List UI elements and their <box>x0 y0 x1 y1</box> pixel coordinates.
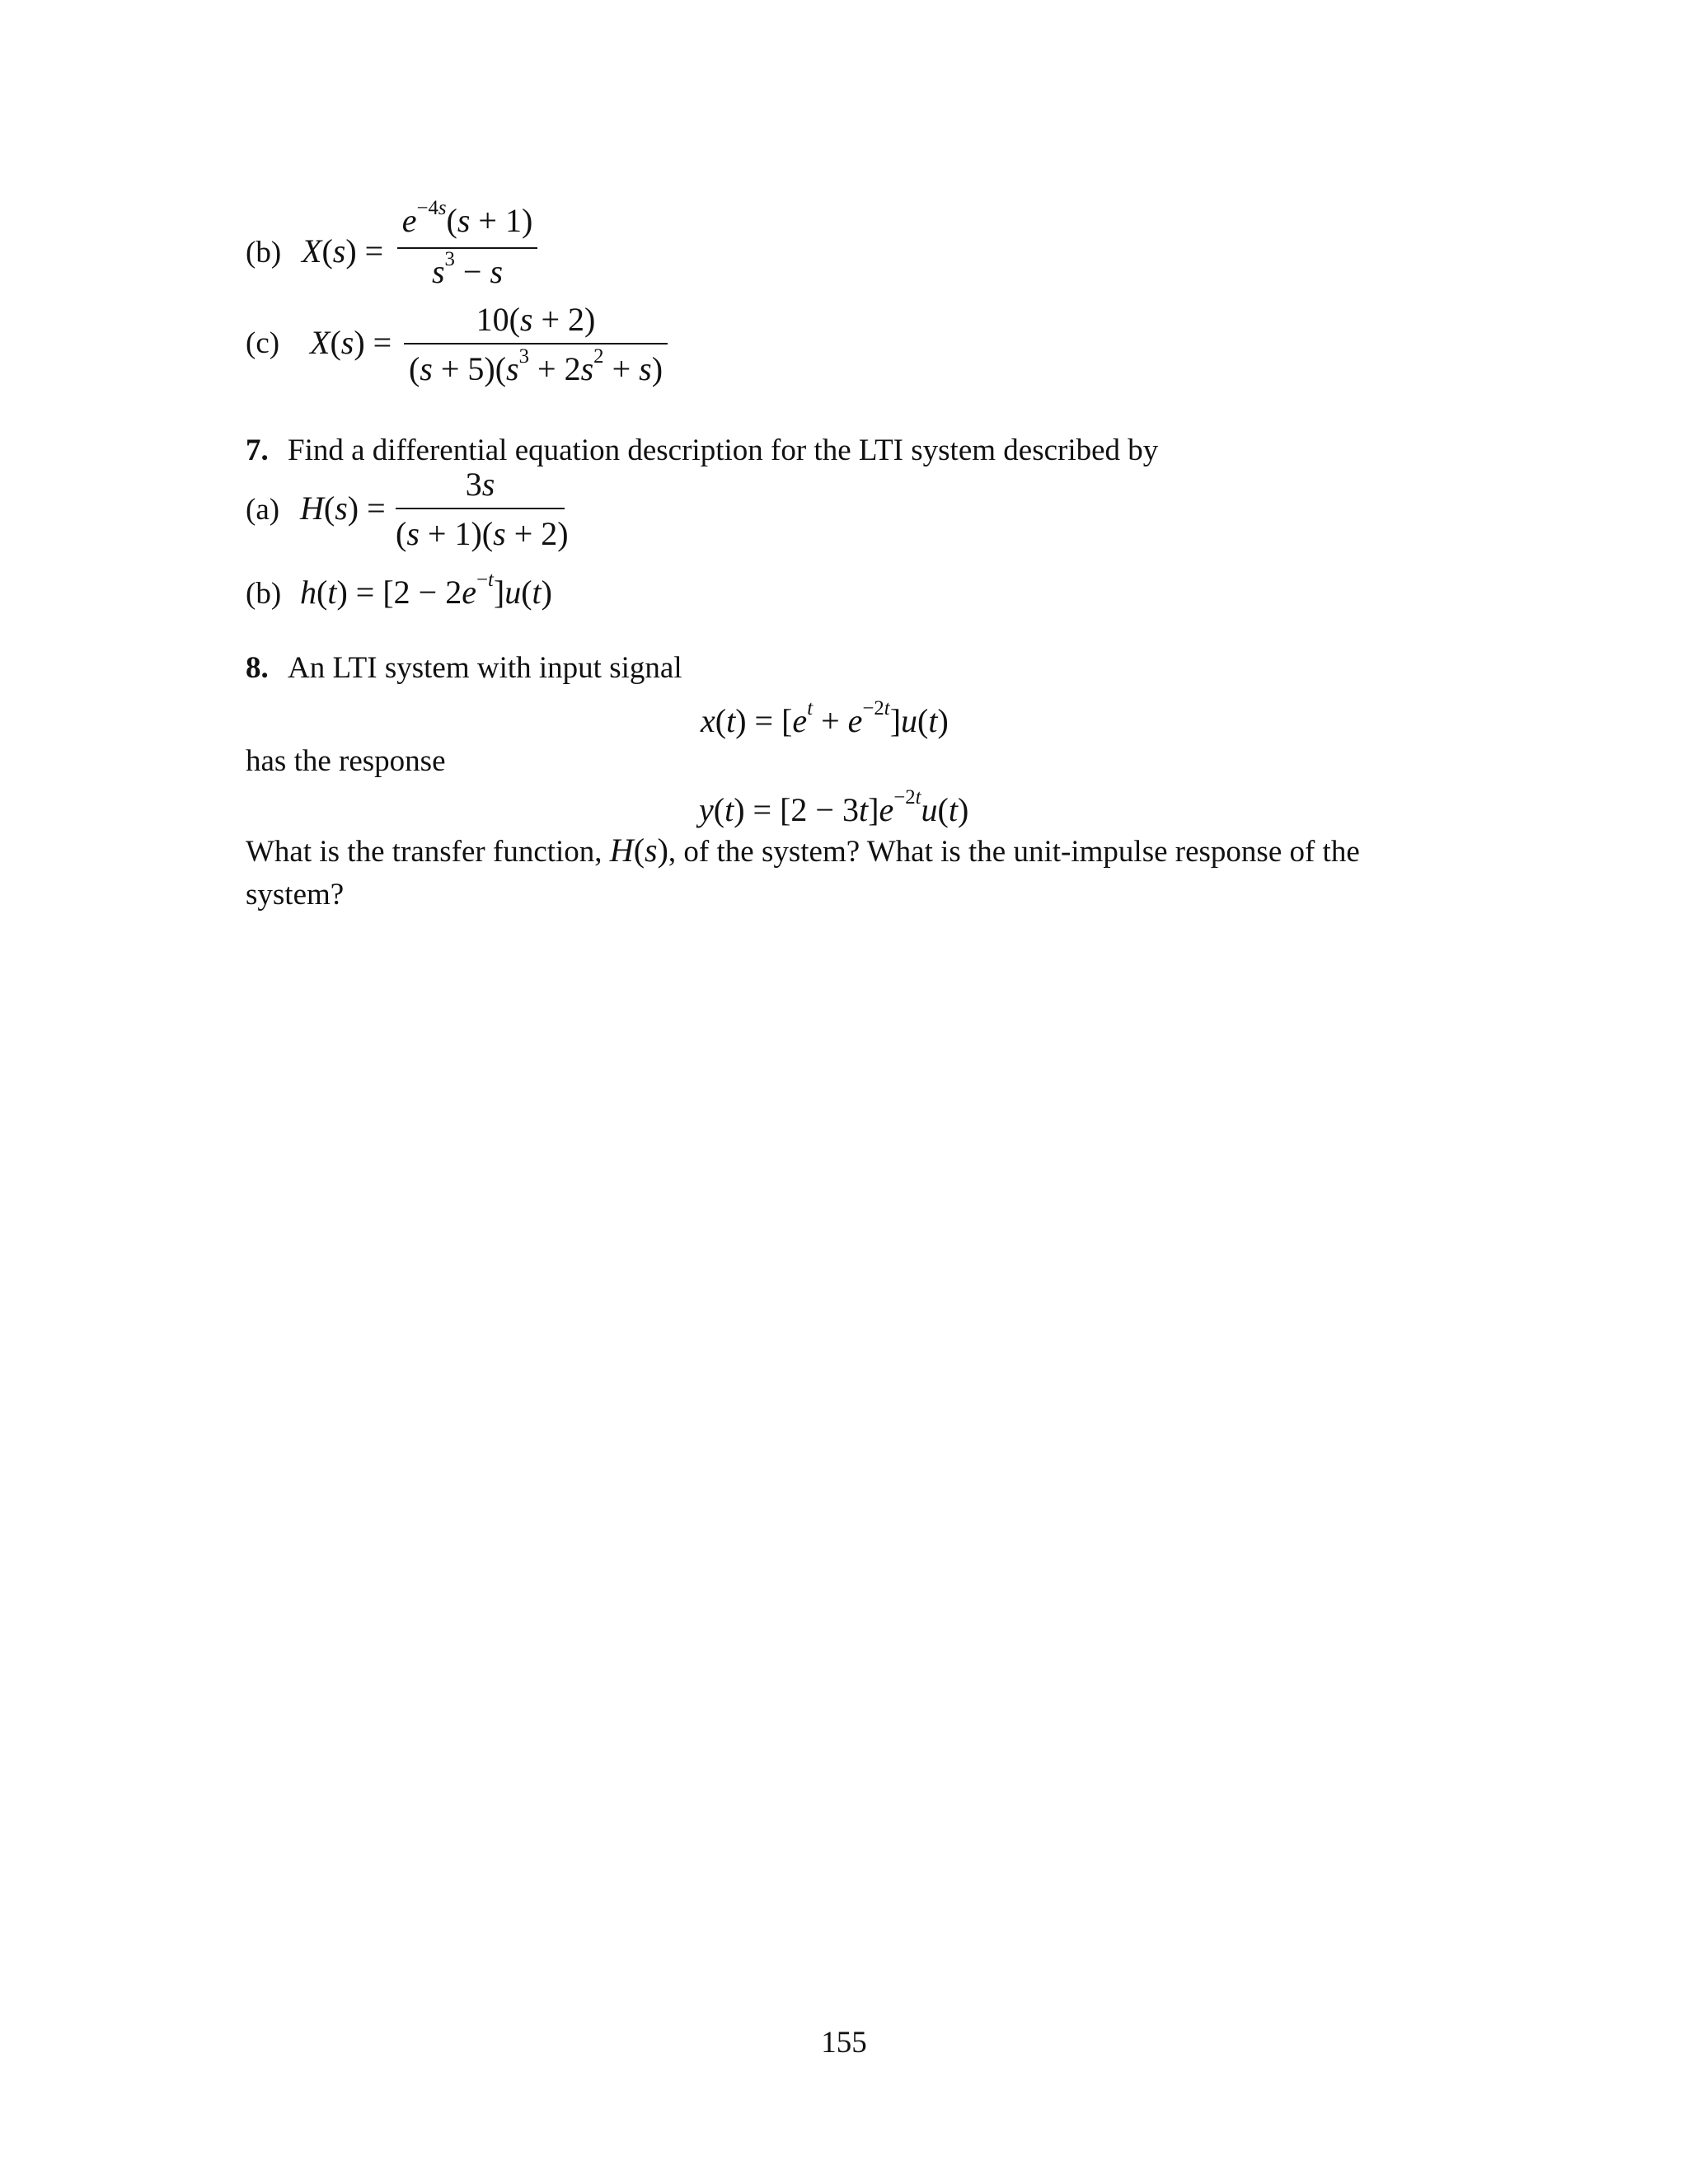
question-7b-label: (b) <box>246 577 282 611</box>
question-8-input-equation: $x(t) = [e^t + e^{-2t}]u(t)$ <box>701 696 949 739</box>
problem-6b-label: (b) <box>246 236 282 269</box>
problem-6b-lhs: X(s) = <box>302 232 384 269</box>
problem-6c-label: (c) <box>246 326 280 360</box>
question-8-transfer-function: H(s) <box>609 832 668 869</box>
problem-6c-numerator: 10(s + 2) <box>476 301 596 338</box>
question-8-text: An LTI system with input signal <box>288 651 682 685</box>
question-8-question-pre: What is the transfer function, <box>246 835 603 869</box>
question-8-question <box>246 829 1383 916</box>
question-7a-numerator: 3s <box>465 466 495 503</box>
question-8-mid-text: has the response <box>246 744 446 778</box>
question-8-number: 8. <box>246 651 269 685</box>
problem-6c-denominator: $(s + 5)(s^3 + 2s^2 + s)$ <box>408 344 663 387</box>
question-7a-denominator: (s + 1)(s + 2) <box>396 515 569 552</box>
question-8 <box>246 653 682 683</box>
problem-6c-fraction <box>404 303 668 394</box>
question-7-text: Find a differential equation description for the LTI system described by <box>288 434 1159 467</box>
question-7b-equation: $h(t) = [2 - 2e^{-t}]u(t)$ <box>300 568 552 611</box>
question-8-response-equation: $y(t) = [2 - 3t]e^{-2t}u(t)$ <box>699 785 969 828</box>
question-7a-lhs: H(s) = <box>300 490 386 527</box>
problem-6c-lhs: X(s) = <box>310 324 392 361</box>
question-8-question-post: , of the system? What is the unit-impulse response of the system? <box>246 835 1360 912</box>
problem-6b-fraction <box>397 198 537 297</box>
page-number: 155 <box>821 2026 867 2060</box>
problem-6b-denominator: $s^3 - s$ <box>431 247 504 290</box>
question-7a-fraction <box>396 466 569 559</box>
question-7 <box>246 435 1158 466</box>
question-7-number: 7. <box>246 434 269 467</box>
fraction-bar <box>404 343 668 344</box>
question-7a-label: (a) <box>246 493 280 527</box>
problem-6b-numerator: $e^{-4s}(s + 1)$ <box>401 196 533 239</box>
fraction-bar <box>396 508 565 509</box>
fraction-bar <box>397 247 537 249</box>
